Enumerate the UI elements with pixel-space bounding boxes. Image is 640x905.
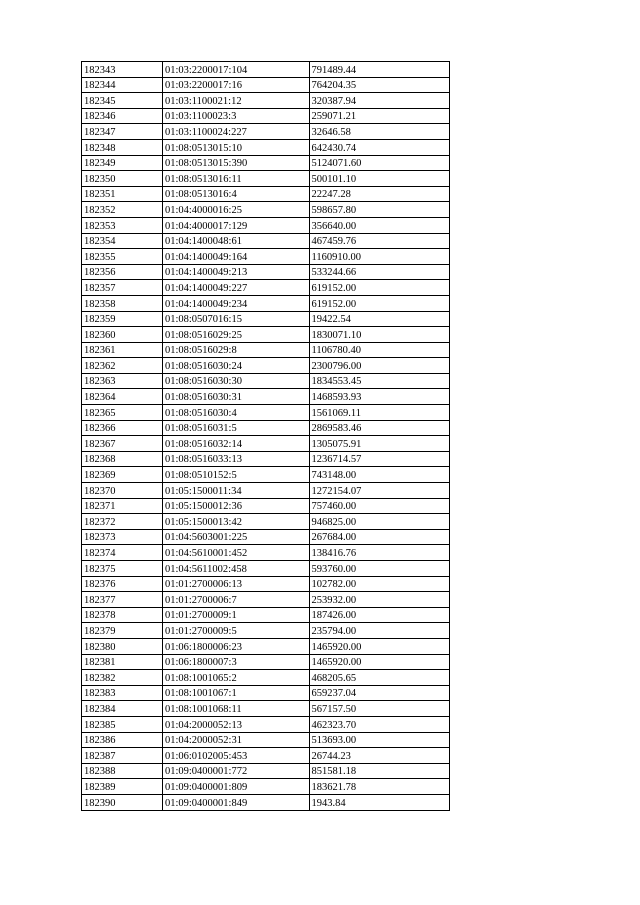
table-row	[82, 514, 450, 530]
cadastral-number-cell: 01:04:1400049:164	[162, 249, 309, 265]
amount-cell: 253932.00	[309, 592, 449, 608]
data-table	[81, 61, 450, 811]
cadastral-number-cell: 01:09:0400001:772	[162, 763, 309, 779]
amount-cell: 567157.50	[309, 701, 449, 717]
amount-cell: 32646.58	[309, 124, 449, 140]
amount-cell: 22247.28	[309, 186, 449, 202]
table-row	[82, 467, 450, 483]
amount-cell: 267684.00	[309, 529, 449, 545]
amount-cell: 619152.00	[309, 295, 449, 311]
row-id-cell: 182361	[82, 342, 163, 358]
cadastral-number-cell: 01:09:0400001:809	[162, 779, 309, 795]
row-id-cell: 182350	[82, 171, 163, 187]
amount-cell: 462323.70	[309, 716, 449, 732]
cadastral-number-cell: 01:08:1001067:1	[162, 685, 309, 701]
row-id-cell: 182376	[82, 576, 163, 592]
amount-cell: 946825.00	[309, 514, 449, 530]
row-id-cell: 182373	[82, 529, 163, 545]
row-id-cell: 182365	[82, 405, 163, 421]
cadastral-number-cell: 01:04:4000017:129	[162, 217, 309, 233]
amount-cell: 102782.00	[309, 576, 449, 592]
cadastral-number-cell: 01:03:1100023:3	[162, 108, 309, 124]
cadastral-number-cell: 01:06:1800006:23	[162, 638, 309, 654]
amount-cell: 1236714.57	[309, 451, 449, 467]
amount-cell: 593760.00	[309, 561, 449, 577]
table-row	[82, 545, 450, 561]
row-id-cell: 182367	[82, 436, 163, 452]
table-row	[82, 779, 450, 795]
cadastral-number-cell: 01:08:0516029:25	[162, 327, 309, 343]
row-id-cell: 182381	[82, 654, 163, 670]
row-id-cell: 182363	[82, 373, 163, 389]
cadastral-number-cell: 01:01:2700006:7	[162, 592, 309, 608]
table-row	[82, 763, 450, 779]
amount-cell: 26744.23	[309, 748, 449, 764]
row-id-cell: 182389	[82, 779, 163, 795]
table-row	[82, 108, 450, 124]
table-row	[82, 295, 450, 311]
table-row	[82, 77, 450, 93]
amount-cell: 320387.94	[309, 93, 449, 109]
amount-cell: 138416.76	[309, 545, 449, 561]
cadastral-number-cell: 01:03:1100021:12	[162, 93, 309, 109]
amount-cell: 533244.66	[309, 264, 449, 280]
cadastral-number-cell: 01:05:1500012:36	[162, 498, 309, 514]
cadastral-number-cell: 01:08:0513016:11	[162, 171, 309, 187]
cadastral-number-cell: 01:04:2000052:31	[162, 732, 309, 748]
cadastral-number-cell: 01:03:2200017:104	[162, 62, 309, 78]
cadastral-number-cell: 01:01:2700006:13	[162, 576, 309, 592]
row-id-cell: 182345	[82, 93, 163, 109]
table-row	[82, 732, 450, 748]
table-row	[82, 327, 450, 343]
row-id-cell: 182369	[82, 467, 163, 483]
row-id-cell: 182348	[82, 139, 163, 155]
amount-cell: 183621.78	[309, 779, 449, 795]
table-row	[82, 607, 450, 623]
cadastral-number-cell: 01:04:5603001:225	[162, 529, 309, 545]
cadastral-number-cell: 01:08:0516033:13	[162, 451, 309, 467]
amount-cell: 1305075.91	[309, 436, 449, 452]
row-id-cell: 182349	[82, 155, 163, 171]
table-row	[82, 716, 450, 732]
row-id-cell: 182382	[82, 670, 163, 686]
row-id-cell: 182383	[82, 685, 163, 701]
amount-cell: 1160910.00	[309, 249, 449, 265]
row-id-cell: 182386	[82, 732, 163, 748]
table-row	[82, 483, 450, 499]
amount-cell: 757460.00	[309, 498, 449, 514]
cadastral-number-cell: 01:03:2200017:16	[162, 77, 309, 93]
cadastral-number-cell: 01:04:1400049:213	[162, 264, 309, 280]
amount-cell: 1468593.93	[309, 389, 449, 405]
table-row	[82, 794, 450, 810]
cadastral-number-cell: 01:01:2700009:5	[162, 623, 309, 639]
table-row	[82, 62, 450, 78]
amount-cell: 2300796.00	[309, 358, 449, 374]
row-id-cell: 182362	[82, 358, 163, 374]
amount-cell: 791489.44	[309, 62, 449, 78]
row-id-cell: 182351	[82, 186, 163, 202]
table-row	[82, 405, 450, 421]
row-id-cell: 182371	[82, 498, 163, 514]
table-row	[82, 529, 450, 545]
cadastral-number-cell: 01:06:1800007:3	[162, 654, 309, 670]
table-row	[82, 685, 450, 701]
row-id-cell: 182366	[82, 420, 163, 436]
amount-cell: 1834553.45	[309, 373, 449, 389]
cadastral-number-cell: 01:08:0516031:5	[162, 420, 309, 436]
amount-cell: 187426.00	[309, 607, 449, 623]
table-row	[82, 373, 450, 389]
amount-cell: 1465920.00	[309, 638, 449, 654]
amount-cell: 235794.00	[309, 623, 449, 639]
row-id-cell: 182358	[82, 295, 163, 311]
table-row	[82, 389, 450, 405]
amount-cell: 1106780.40	[309, 342, 449, 358]
table-row	[82, 217, 450, 233]
row-id-cell: 182380	[82, 638, 163, 654]
table-row	[82, 623, 450, 639]
row-id-cell: 182385	[82, 716, 163, 732]
cadastral-number-cell: 01:03:1100024:227	[162, 124, 309, 140]
row-id-cell: 182352	[82, 202, 163, 218]
cadastral-number-cell: 01:08:0513015:10	[162, 139, 309, 155]
table-row	[82, 264, 450, 280]
table-row	[82, 420, 450, 436]
cadastral-number-cell: 01:04:2000052:13	[162, 716, 309, 732]
cadastral-number-cell: 01:06:0102005:453	[162, 748, 309, 764]
amount-cell: 1272154.07	[309, 483, 449, 499]
row-id-cell: 182370	[82, 483, 163, 499]
cadastral-number-cell: 01:04:5610001:452	[162, 545, 309, 561]
table-row	[82, 155, 450, 171]
cadastral-number-cell: 01:05:1500011:34	[162, 483, 309, 499]
amount-cell: 259071.21	[309, 108, 449, 124]
row-id-cell: 182353	[82, 217, 163, 233]
cadastral-number-cell: 01:04:5611002:458	[162, 561, 309, 577]
table-row	[82, 654, 450, 670]
row-id-cell: 182346	[82, 108, 163, 124]
table-row	[82, 748, 450, 764]
cadastral-number-cell: 01:08:0516030:31	[162, 389, 309, 405]
cadastral-number-cell: 01:08:0510152:5	[162, 467, 309, 483]
row-id-cell: 182347	[82, 124, 163, 140]
amount-cell: 1830071.10	[309, 327, 449, 343]
row-id-cell: 182379	[82, 623, 163, 639]
table-row	[82, 171, 450, 187]
amount-cell: 598657.80	[309, 202, 449, 218]
amount-cell: 619152.00	[309, 280, 449, 296]
row-id-cell: 182374	[82, 545, 163, 561]
row-id-cell: 182364	[82, 389, 163, 405]
row-id-cell: 182357	[82, 280, 163, 296]
table-row	[82, 202, 450, 218]
table-row	[82, 358, 450, 374]
row-id-cell: 182387	[82, 748, 163, 764]
cadastral-number-cell: 01:04:1400049:227	[162, 280, 309, 296]
cadastral-number-cell: 01:08:0516029:8	[162, 342, 309, 358]
amount-cell: 1943.84	[309, 794, 449, 810]
row-id-cell: 182384	[82, 701, 163, 717]
cadastral-number-cell: 01:08:0513016:4	[162, 186, 309, 202]
row-id-cell: 182360	[82, 327, 163, 343]
table-row	[82, 124, 450, 140]
row-id-cell: 182388	[82, 763, 163, 779]
row-id-cell: 182359	[82, 311, 163, 327]
amount-cell: 19422.54	[309, 311, 449, 327]
table-row	[82, 701, 450, 717]
cadastral-number-cell: 01:08:0516032:14	[162, 436, 309, 452]
amount-cell: 467459.76	[309, 233, 449, 249]
amount-cell: 513693.00	[309, 732, 449, 748]
amount-cell: 500101.10	[309, 171, 449, 187]
table-row	[82, 233, 450, 249]
amount-cell: 2869583.46	[309, 420, 449, 436]
row-id-cell: 182354	[82, 233, 163, 249]
cadastral-number-cell: 01:08:1001068:11	[162, 701, 309, 717]
table-row	[82, 561, 450, 577]
row-id-cell: 182368	[82, 451, 163, 467]
row-id-cell: 182343	[82, 62, 163, 78]
row-id-cell: 182344	[82, 77, 163, 93]
amount-cell: 5124071.60	[309, 155, 449, 171]
cadastral-number-cell: 01:04:1400049:234	[162, 295, 309, 311]
row-id-cell: 182377	[82, 592, 163, 608]
cadastral-number-cell: 01:08:0513015:390	[162, 155, 309, 171]
row-id-cell: 182375	[82, 561, 163, 577]
table-row	[82, 139, 450, 155]
amount-cell: 642430.74	[309, 139, 449, 155]
table-row	[82, 311, 450, 327]
row-id-cell: 182372	[82, 514, 163, 530]
amount-cell: 659237.04	[309, 685, 449, 701]
cadastral-number-cell: 01:08:0507016:15	[162, 311, 309, 327]
table-row	[82, 342, 450, 358]
table-row	[82, 186, 450, 202]
cadastral-number-cell: 01:09:0400001:849	[162, 794, 309, 810]
row-id-cell: 182378	[82, 607, 163, 623]
cadastral-number-cell: 01:08:0516030:4	[162, 405, 309, 421]
table-row	[82, 576, 450, 592]
amount-cell: 851581.18	[309, 763, 449, 779]
cadastral-number-cell: 01:04:1400048:61	[162, 233, 309, 249]
amount-cell: 468205.65	[309, 670, 449, 686]
table-body	[82, 62, 450, 811]
table-row	[82, 670, 450, 686]
amount-cell: 356640.00	[309, 217, 449, 233]
table-row	[82, 498, 450, 514]
table-row	[82, 592, 450, 608]
amount-cell: 1465920.00	[309, 654, 449, 670]
row-id-cell: 182356	[82, 264, 163, 280]
cadastral-number-cell: 01:08:0516030:24	[162, 358, 309, 374]
row-id-cell: 182390	[82, 794, 163, 810]
cadastral-number-cell: 01:08:0516030:30	[162, 373, 309, 389]
cadastral-number-cell: 01:08:1001065:2	[162, 670, 309, 686]
table-row	[82, 93, 450, 109]
table-row	[82, 280, 450, 296]
cadastral-number-cell: 01:01:2700009:1	[162, 607, 309, 623]
cadastral-number-cell: 01:04:4000016:25	[162, 202, 309, 218]
table-row	[82, 451, 450, 467]
amount-cell: 1561069.11	[309, 405, 449, 421]
table-row	[82, 436, 450, 452]
amount-cell: 764204.35	[309, 77, 449, 93]
row-id-cell: 182355	[82, 249, 163, 265]
table-row	[82, 249, 450, 265]
cadastral-number-cell: 01:05:1500013:42	[162, 514, 309, 530]
table-row	[82, 638, 450, 654]
amount-cell: 743148.00	[309, 467, 449, 483]
